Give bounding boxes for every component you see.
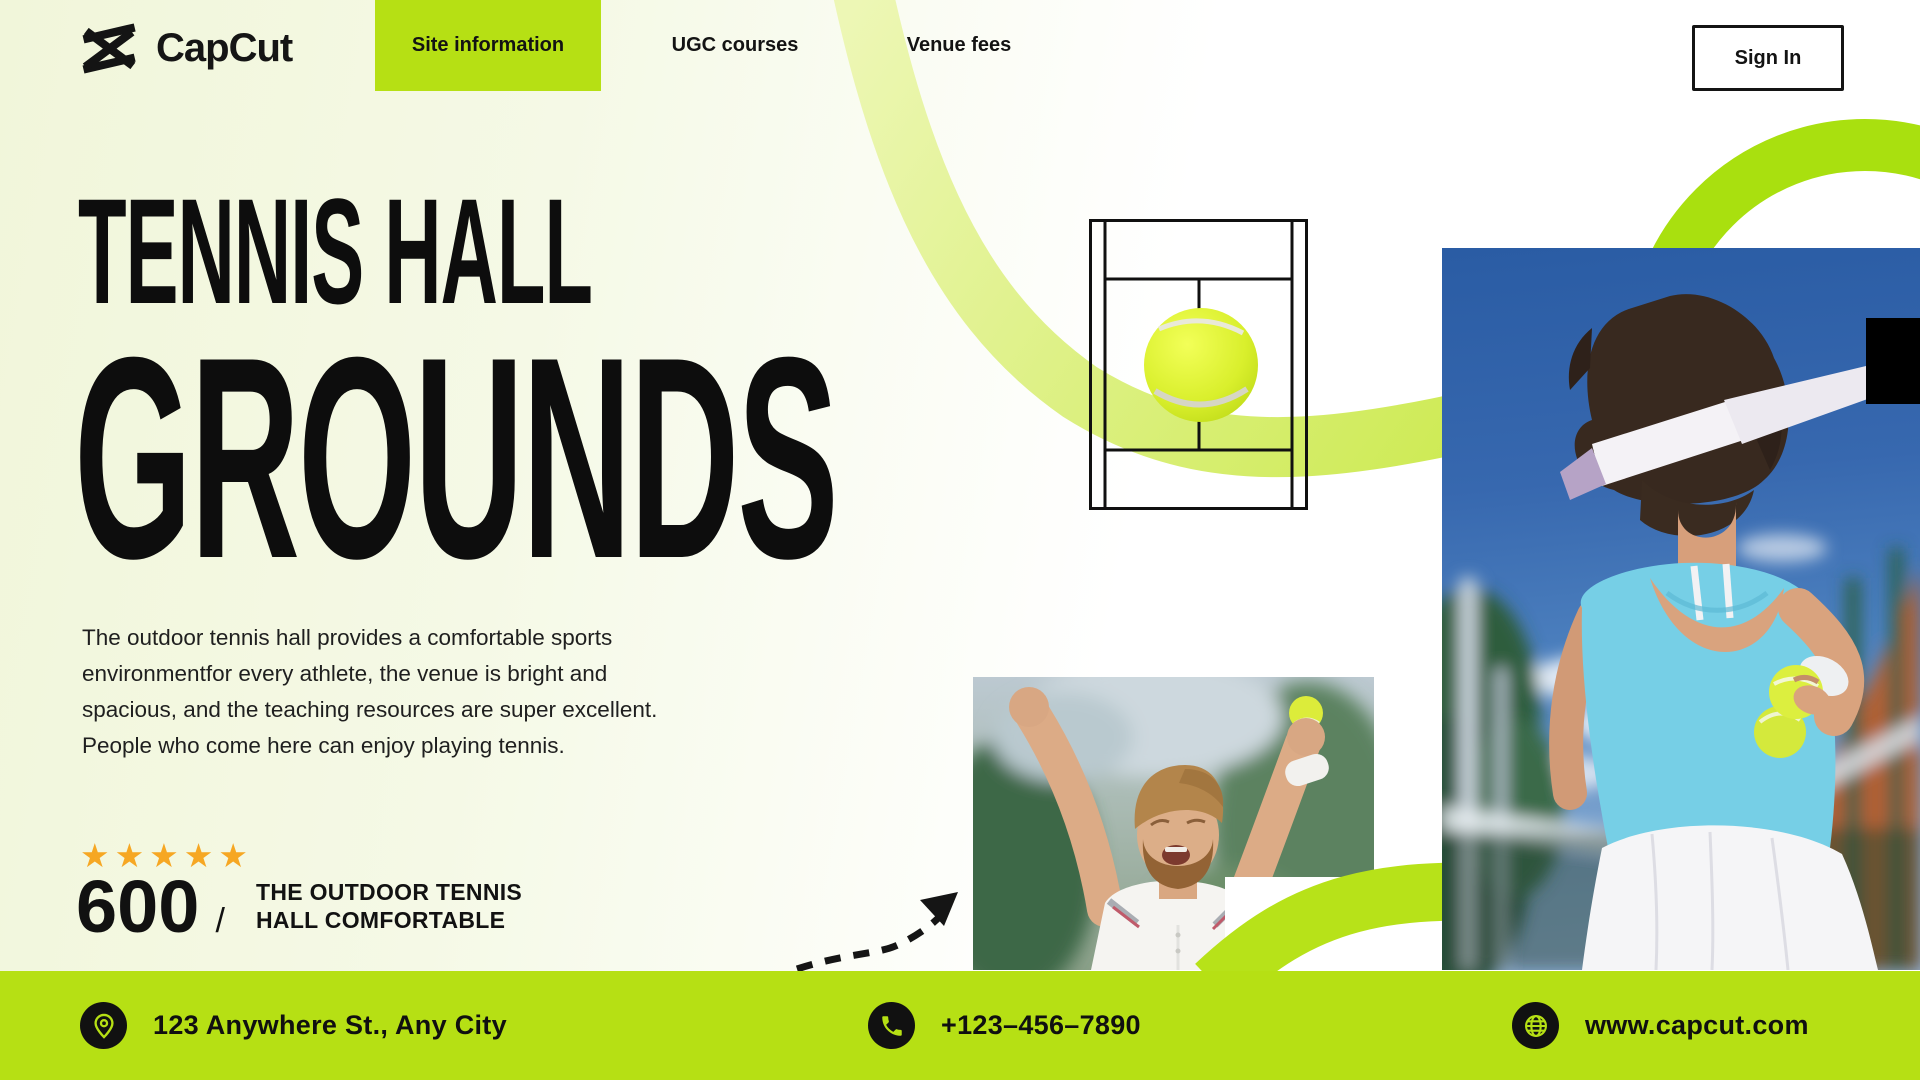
nav-item-label: Site information xyxy=(411,34,565,56)
rating-caption-line2: HALL COMFORTABLE xyxy=(256,907,506,933)
capcut-logo-icon xyxy=(78,20,142,77)
nav-item-site-information[interactable] xyxy=(375,0,601,91)
page-title-line2: GROUNDS xyxy=(74,297,837,618)
sign-in-button[interactable]: Sign In xyxy=(1692,25,1844,91)
footer-address-text: 123 Anywhere St., Any City xyxy=(153,1010,507,1040)
hero-description: The outdoor tennis hall provides a comfortable sports environmentfor every athlete, the venue is bright and spacious, and the teaching resources are super excellent. People who come here can enjoy playing tennis. xyxy=(82,625,658,758)
nav-item-ugc-courses[interactable]: UGC courses xyxy=(671,34,799,56)
star-icons: ★★★★★ xyxy=(80,837,253,874)
globe-icon xyxy=(1512,1002,1559,1049)
page-title-line1: TENNIS HALL xyxy=(78,167,592,335)
footer-website-text: www.capcut.com xyxy=(1585,1010,1809,1040)
woman-figure xyxy=(1560,294,1878,970)
footer-website[interactable] xyxy=(1512,971,1809,1080)
footer-bar xyxy=(0,971,1920,1080)
rating-caption-line1: THE OUTDOOR TENNIS xyxy=(256,879,523,905)
location-pin-icon xyxy=(80,1002,127,1049)
white-notch xyxy=(1225,877,1374,970)
rating-value: 600 xyxy=(76,865,200,948)
footer-phone[interactable] xyxy=(868,971,1141,1080)
rating-caption xyxy=(256,878,522,934)
black-square-accent xyxy=(1866,318,1920,404)
brand-name: CapCut xyxy=(156,26,293,70)
rating-separator: / xyxy=(215,902,225,940)
nav-item-venue-fees[interactable]: Venue fees xyxy=(906,34,1012,56)
footer-phone-text: +123–456–7890 xyxy=(941,1010,1141,1040)
phone-icon xyxy=(868,1002,915,1049)
photo-woman-player xyxy=(1442,248,1920,970)
footer-address[interactable] xyxy=(80,971,507,1080)
capcut-logo[interactable] xyxy=(78,20,292,77)
rating-row xyxy=(76,864,225,949)
